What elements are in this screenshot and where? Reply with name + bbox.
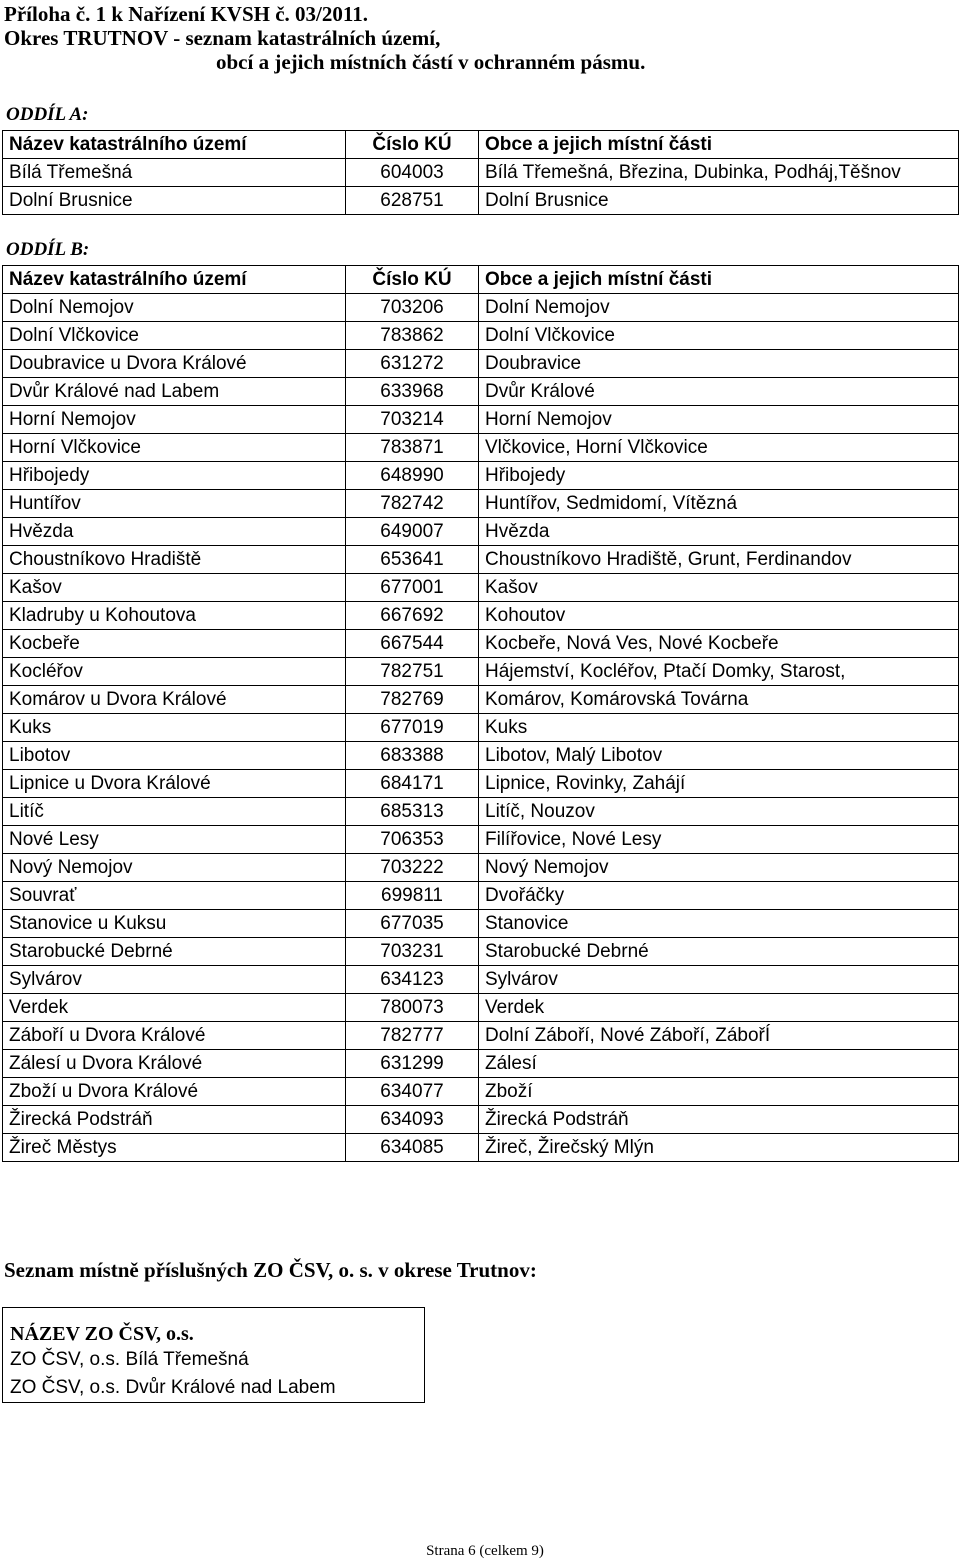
- cadastral-name-cell: Nový Nemojov: [3, 854, 346, 882]
- cadastral-name-cell: Komárov u Dvora Králové: [3, 686, 346, 714]
- cadastral-name-cell: Starobucké Debrné: [3, 938, 346, 966]
- zo-item: ZO ČSV, o.s. Bílá Třemešná: [3, 1346, 425, 1374]
- municipalities-cell: Dvořáčky: [479, 882, 959, 910]
- section-a-title: ODDÍL A:: [6, 104, 89, 125]
- cadastral-name-cell: Hvězda: [3, 518, 346, 546]
- cadastral-name-cell: Horní Nemojov: [3, 406, 346, 434]
- cadastral-number-cell: 706353: [346, 826, 479, 854]
- cadastral-name-cell: Sylvárov: [3, 966, 346, 994]
- cadastral-name-cell: Žirecká Podstráň: [3, 1106, 346, 1134]
- zo-item: ZO ČSV, o.s. Dvůr Králové nad Labem: [3, 1374, 425, 1403]
- column-header: Název katastrálního území: [3, 131, 346, 159]
- cadastral-number-cell: 631272: [346, 350, 479, 378]
- cadastral-number-cell: 677001: [346, 574, 479, 602]
- table-row: [3, 658, 959, 686]
- cadastral-number-cell: 703222: [346, 854, 479, 882]
- zo-table-header: NÁZEV ZO ČSV, o.s.: [3, 1308, 425, 1347]
- table-row: [3, 938, 959, 966]
- table-row: [3, 1106, 959, 1134]
- cadastral-number-cell: 782742: [346, 490, 479, 518]
- table-row: [3, 714, 959, 742]
- municipalities-cell: Komárov, Komárovská Továrna: [479, 686, 959, 714]
- cadastral-number-cell: 634085: [346, 1134, 479, 1162]
- page-footer: Strana 6 (celkem 9): [426, 1543, 544, 1559]
- municipalities-cell: Libotov, Malý Libotov: [479, 742, 959, 770]
- cadastral-name-cell: Hřibojedy: [3, 462, 346, 490]
- cadastral-name-cell: Dolní Vlčkovice: [3, 322, 346, 350]
- cadastral-name-cell: Huntířov: [3, 490, 346, 518]
- table-row: [3, 518, 959, 546]
- table-row: [3, 742, 959, 770]
- municipalities-cell: Huntířov, Sedmidomí, Vítězná: [479, 490, 959, 518]
- table-row: [3, 462, 959, 490]
- cadastral-name-cell: Dolní Brusnice: [3, 187, 346, 215]
- municipalities-cell: Nový Nemojov: [479, 854, 959, 882]
- table-row: [3, 546, 959, 574]
- cadastral-number-cell: 667544: [346, 630, 479, 658]
- table-row: [3, 322, 959, 350]
- cadastral-number-cell: 782769: [346, 686, 479, 714]
- cadastral-number-cell: 633968: [346, 378, 479, 406]
- cadastral-name-cell: Horní Vlčkovice: [3, 434, 346, 462]
- column-header: Číslo KÚ: [346, 131, 479, 159]
- cadastral-name-cell: Choustníkovo Hradiště: [3, 546, 346, 574]
- table-row: [3, 966, 959, 994]
- cadastral-number-cell: 649007: [346, 518, 479, 546]
- cadastral-number-cell: 699811: [346, 882, 479, 910]
- municipalities-cell: Verdek: [479, 994, 959, 1022]
- cadastral-number-cell: 628751: [346, 187, 479, 215]
- cadastral-number-cell: 653641: [346, 546, 479, 574]
- cadastral-name-cell: Doubravice u Dvora Králové: [3, 350, 346, 378]
- table-row: [3, 882, 959, 910]
- header-line-2: Okres TRUTNOV - seznam katastrálních území,: [4, 26, 441, 50]
- municipalities-cell: Dolní Brusnice: [479, 187, 959, 215]
- table-row: [3, 994, 959, 1022]
- municipalities-cell: Sylvárov: [479, 966, 959, 994]
- table-header-row: [3, 266, 959, 294]
- column-header: Číslo KÚ: [346, 266, 479, 294]
- cadastral-number-cell: 634077: [346, 1078, 479, 1106]
- zo-table: [2, 1307, 425, 1403]
- municipalities-cell: Vlčkovice, Horní Vlčkovice: [479, 434, 959, 462]
- cadastral-number-cell: 634093: [346, 1106, 479, 1134]
- cadastral-name-cell: Kašov: [3, 574, 346, 602]
- table-row: [3, 826, 959, 854]
- municipalities-cell: Bílá Třemešná, Březina, Dubinka, Podháj,Těšnov: [479, 159, 959, 187]
- municipalities-cell: Kohoutov: [479, 602, 959, 630]
- municipalities-cell: Hřibojedy: [479, 462, 959, 490]
- cadastral-name-cell: Kuks: [3, 714, 346, 742]
- cadastral-number-cell: 634123: [346, 966, 479, 994]
- municipalities-cell: Zboží: [479, 1078, 959, 1106]
- municipalities-cell: Lipnice, Rovinky, Zahájí: [479, 770, 959, 798]
- cadastral-number-cell: 703214: [346, 406, 479, 434]
- cadastral-name-cell: Dvůr Králové nad Labem: [3, 378, 346, 406]
- column-header: Obce a jejich místní části: [479, 131, 959, 159]
- table-row: [3, 406, 959, 434]
- cadastral-number-cell: 648990: [346, 462, 479, 490]
- cadastral-number-cell: 677035: [346, 910, 479, 938]
- table-row: [3, 1050, 959, 1078]
- cadastral-number-cell: 783871: [346, 434, 479, 462]
- table-row: [3, 602, 959, 630]
- municipalities-cell: Filířovice, Nové Lesy: [479, 826, 959, 854]
- column-header: Obce a jejich místní části: [479, 266, 959, 294]
- municipalities-cell: Dolní Nemojov: [479, 294, 959, 322]
- header-line-3: obcí a jejich místních částí v ochranném pásmu.: [216, 50, 646, 74]
- cadastral-number-cell: 782751: [346, 658, 479, 686]
- table-row: [3, 854, 959, 882]
- municipalities-cell: Dolní Záboří, Nové Záboří, ZábořÍ: [479, 1022, 959, 1050]
- cadastral-name-cell: Žireč Městys: [3, 1134, 346, 1162]
- table-row: [3, 910, 959, 938]
- municipalities-cell: Dvůr Králové: [479, 378, 959, 406]
- cadastral-number-cell: 782777: [346, 1022, 479, 1050]
- section-a-table: [2, 130, 959, 215]
- cadastral-name-cell: Kladruby u Kohoutova: [3, 602, 346, 630]
- section-b-table: [2, 265, 959, 1162]
- table-row: [3, 1134, 959, 1162]
- table-row: [3, 1022, 959, 1050]
- table-row: [3, 798, 959, 826]
- municipalities-cell: Horní Nemojov: [479, 406, 959, 434]
- cadastral-name-cell: Litíč: [3, 798, 346, 826]
- municipalities-cell: Žireč, Žirečský Mlýn: [479, 1134, 959, 1162]
- cadastral-number-cell: 703231: [346, 938, 479, 966]
- cadastral-number-cell: 684171: [346, 770, 479, 798]
- municipalities-cell: Starobucké Debrné: [479, 938, 959, 966]
- table-row: [3, 187, 959, 215]
- municipalities-cell: Zálesí: [479, 1050, 959, 1078]
- table-row: [3, 490, 959, 518]
- cadastral-name-cell: Stanovice u Kuksu: [3, 910, 346, 938]
- header-line-1: Příloha č. 1 k Nařízení KVSH č. 03/2011.: [4, 2, 368, 26]
- table-row: [3, 1078, 959, 1106]
- municipalities-cell: Kocbeře, Nová Ves, Nové Kocbeře: [479, 630, 959, 658]
- cadastral-name-cell: Kocléřov: [3, 658, 346, 686]
- municipalities-cell: Doubravice: [479, 350, 959, 378]
- table-row: [3, 434, 959, 462]
- cadastral-name-cell: Dolní Nemojov: [3, 294, 346, 322]
- table-header-row: [3, 131, 959, 159]
- cadastral-name-cell: Záboří u Dvora Králové: [3, 1022, 346, 1050]
- cadastral-name-cell: Zboží u Dvora Králové: [3, 1078, 346, 1106]
- table-row: [3, 686, 959, 714]
- cadastral-number-cell: 677019: [346, 714, 479, 742]
- cadastral-name-cell: Lipnice u Dvora Králové: [3, 770, 346, 798]
- table-row: [3, 378, 959, 406]
- cadastral-number-cell: 783862: [346, 322, 479, 350]
- table-row: [3, 350, 959, 378]
- municipalities-cell: Žirecká Podstráň: [479, 1106, 959, 1134]
- cadastral-number-cell: 667692: [346, 602, 479, 630]
- section-b-title: ODDÍL B:: [6, 239, 90, 260]
- cadastral-number-cell: 703206: [346, 294, 479, 322]
- cadastral-name-cell: Nové Lesy: [3, 826, 346, 854]
- seznam-title: Seznam místně příslušných ZO ČSV, o. s. v okrese Trutnov:: [4, 1258, 537, 1282]
- cadastral-number-cell: 780073: [346, 994, 479, 1022]
- municipalities-cell: Kašov: [479, 574, 959, 602]
- cadastral-name-cell: Kocbeře: [3, 630, 346, 658]
- cadastral-name-cell: Zálesí u Dvora Králové: [3, 1050, 346, 1078]
- municipalities-cell: Hvězda: [479, 518, 959, 546]
- cadastral-name-cell: Verdek: [3, 994, 346, 1022]
- table-row: [3, 294, 959, 322]
- cadastral-name-cell: Souvrať: [3, 882, 346, 910]
- column-header: Název katastrálního území: [3, 266, 346, 294]
- cadastral-number-cell: 631299: [346, 1050, 479, 1078]
- table-row: [3, 770, 959, 798]
- cadastral-name-cell: Bílá Třemešná: [3, 159, 346, 187]
- municipalities-cell: Kuks: [479, 714, 959, 742]
- cadastral-name-cell: Libotov: [3, 742, 346, 770]
- municipalities-cell: Litíč, Nouzov: [479, 798, 959, 826]
- municipalities-cell: Hájemství, Kocléřov, Ptačí Domky, Starost,: [479, 658, 959, 686]
- cadastral-number-cell: 683388: [346, 742, 479, 770]
- table-row: [3, 159, 959, 187]
- table-row: [3, 630, 959, 658]
- cadastral-number-cell: 685313: [346, 798, 479, 826]
- cadastral-number-cell: 604003: [346, 159, 479, 187]
- table-row: [3, 574, 959, 602]
- municipalities-cell: Stanovice: [479, 910, 959, 938]
- municipalities-cell: Choustníkovo Hradiště, Grunt, Ferdinandov: [479, 546, 959, 574]
- municipalities-cell: Dolní Vlčkovice: [479, 322, 959, 350]
